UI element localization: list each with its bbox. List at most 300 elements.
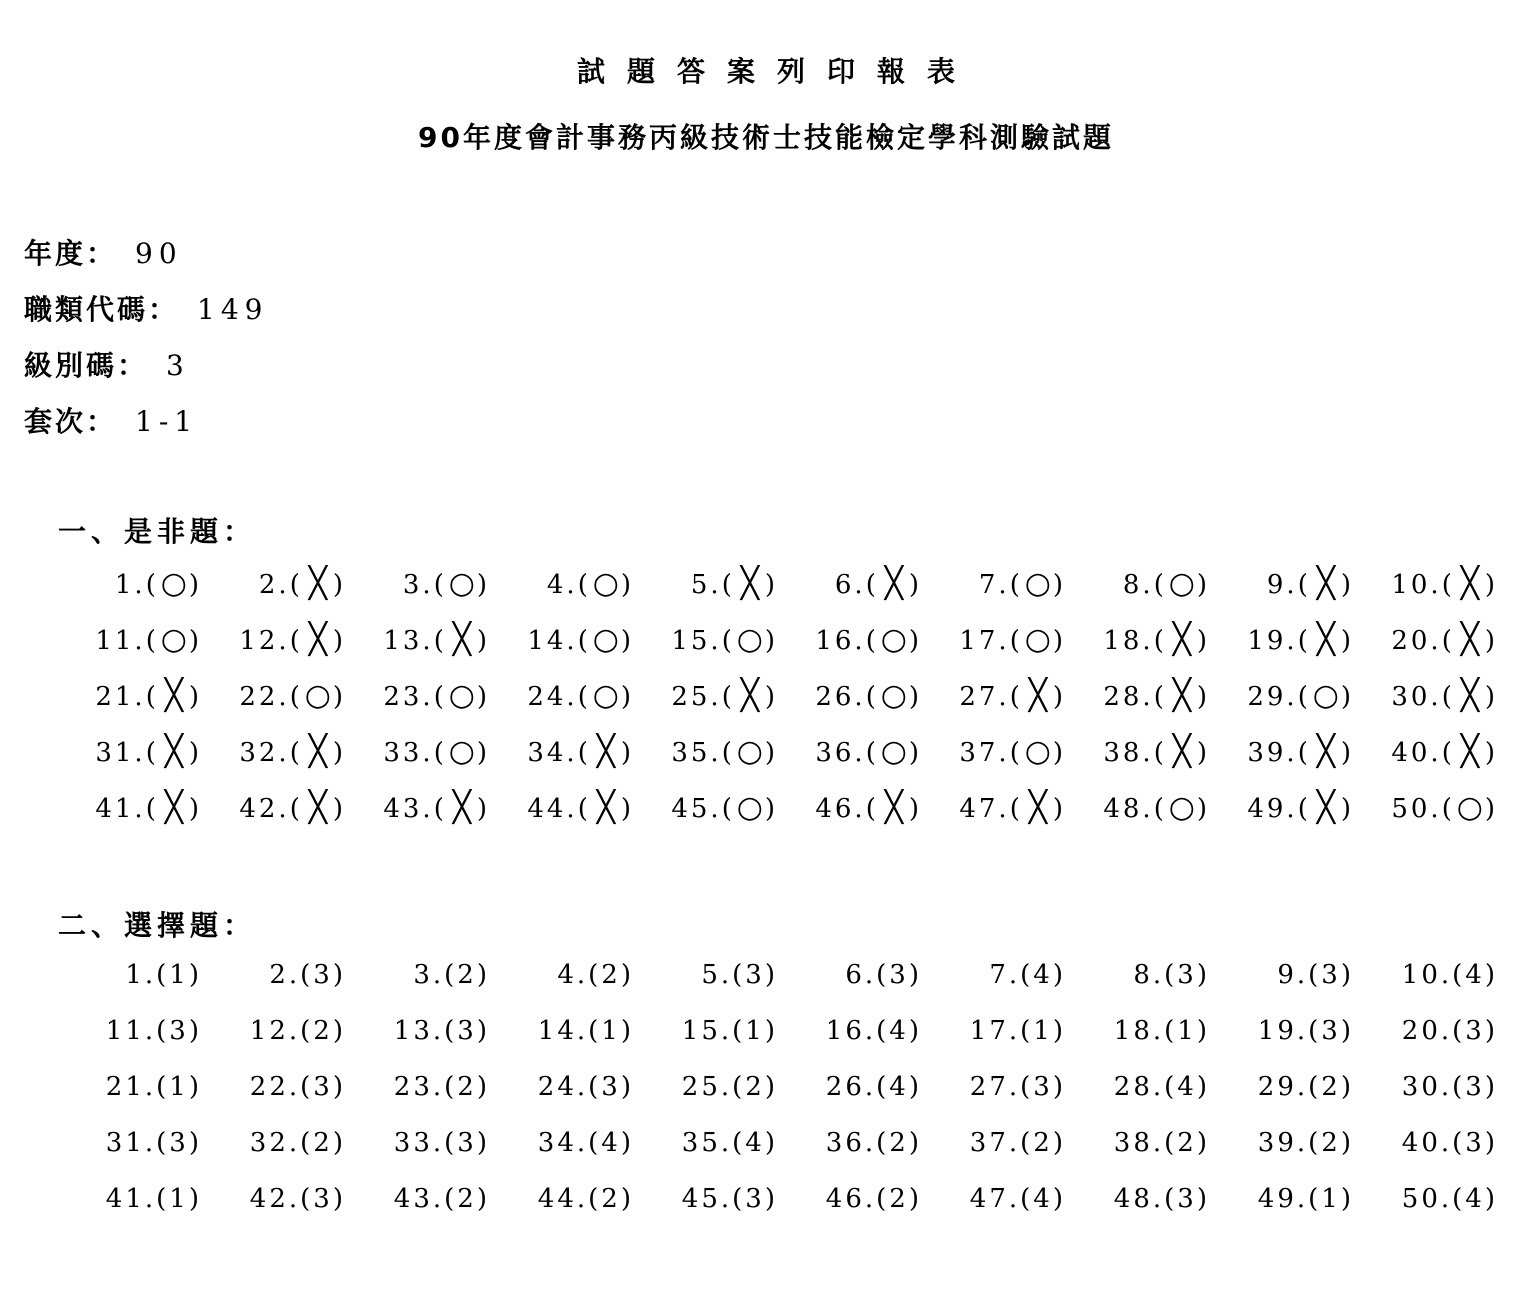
closing-paren: ): [908, 1128, 922, 1158]
answer-item: [1358, 960, 1498, 990]
question-number: 25.(: [681, 1072, 746, 1102]
question-number: 23.(: [393, 1072, 458, 1102]
false-mark: ╳: [1172, 734, 1191, 769]
choice-answer: 2: [313, 1128, 333, 1158]
answer-item: [638, 622, 778, 657]
true-mark: ○: [160, 622, 187, 657]
answer-item: [1358, 1128, 1498, 1158]
choice-answer: 3: [601, 1072, 621, 1102]
closing-paren: ): [476, 794, 490, 824]
answer-item: [494, 1016, 634, 1046]
answer-row: [62, 1016, 1502, 1056]
false-mark: ╳: [164, 734, 183, 769]
answer-item: [62, 678, 202, 713]
answer-item: [62, 1128, 202, 1158]
true-mark: ○: [592, 566, 619, 601]
choice-answer: 2: [601, 1184, 621, 1214]
answer-item: [1070, 622, 1210, 657]
closing-paren: ): [1340, 1184, 1354, 1214]
true-mark: ○: [448, 734, 475, 769]
choice-answer: 3: [889, 960, 909, 990]
false-mark: ╳: [1316, 622, 1335, 657]
false-mark: ╳: [1172, 622, 1191, 657]
question-number: 10.(: [1391, 570, 1455, 600]
choice-answer: 4: [601, 1128, 621, 1158]
question-number: 47.(: [969, 1184, 1034, 1214]
closing-paren: ): [1196, 1016, 1210, 1046]
closing-paren: ): [908, 1184, 922, 1214]
question-number: 47.(: [959, 794, 1023, 824]
question-number: 28.(: [1103, 682, 1167, 712]
answer-item: [638, 1184, 778, 1214]
answer-item: [206, 678, 346, 713]
answer-item: [350, 1016, 490, 1046]
question-number: 1.(: [125, 960, 170, 990]
closing-paren: ): [332, 1128, 346, 1158]
question-number: 5.(: [690, 570, 735, 600]
closing-paren: ): [1196, 1128, 1210, 1158]
answer-item: [206, 734, 346, 769]
question-number: 50.(: [1391, 794, 1455, 824]
choice-answer: 3: [1465, 1128, 1485, 1158]
answer-item: [782, 678, 922, 713]
question-number: 18.(: [1103, 626, 1167, 656]
answer-item: [62, 1072, 202, 1102]
question-number: 39.(: [1257, 1128, 1322, 1158]
question-number: 14.(: [537, 1016, 602, 1046]
closing-paren: ): [1484, 738, 1498, 768]
answer-row: [62, 622, 1502, 662]
answer-item: [1214, 678, 1354, 713]
choice-answer: 2: [457, 1072, 477, 1102]
question-number: 49.(: [1247, 794, 1311, 824]
closing-paren: ): [1196, 626, 1210, 656]
answer-row: [62, 678, 1502, 718]
question-number: 43.(: [393, 1184, 458, 1214]
choice-answer: 1: [169, 1072, 189, 1102]
closing-paren: ): [620, 794, 634, 824]
closing-paren: ): [1484, 1072, 1498, 1102]
answer-item: [782, 1128, 922, 1158]
answer-item: [638, 734, 778, 769]
true-mark: ○: [448, 678, 475, 713]
true-mark: ○: [1168, 790, 1195, 825]
true-mark: ○: [880, 622, 907, 657]
answer-item: [782, 1072, 922, 1102]
closing-paren: ): [1484, 1016, 1498, 1046]
closing-paren: ): [188, 1016, 202, 1046]
closing-paren: ): [764, 738, 778, 768]
question-number: 7.(: [989, 960, 1034, 990]
closing-paren: ): [1484, 960, 1498, 990]
choice-answer: 3: [745, 1184, 765, 1214]
choice-answer: 4: [1465, 1184, 1485, 1214]
true-mark: ○: [736, 734, 763, 769]
closing-paren: ): [764, 1184, 778, 1214]
closing-paren: ): [1052, 738, 1066, 768]
question-number: 1.(: [114, 570, 159, 600]
closing-paren: ): [1196, 570, 1210, 600]
answer-item: [1070, 1184, 1210, 1214]
answer-item: [350, 678, 490, 713]
choice-answer: 1: [1033, 1016, 1053, 1046]
closing-paren: ): [188, 682, 202, 712]
closing-paren: ): [188, 1072, 202, 1102]
choice-answer: 2: [889, 1128, 909, 1158]
choice-answer: 2: [1033, 1128, 1053, 1158]
choice-answer: 3: [1465, 1072, 1485, 1102]
false-mark: ╳: [308, 622, 327, 657]
question-number: 6.(: [834, 570, 879, 600]
question-number: 20.(: [1391, 626, 1455, 656]
answer-row: [62, 734, 1502, 774]
answer-item: [1358, 1016, 1498, 1046]
closing-paren: ): [332, 1072, 346, 1102]
question-number: 22.(: [249, 1072, 314, 1102]
closing-paren: ): [1052, 1184, 1066, 1214]
meta-set: [24, 400, 198, 440]
question-number: 49.(: [1257, 1184, 1322, 1214]
question-number: 9.(: [1277, 960, 1322, 990]
question-number: 24.(: [527, 682, 591, 712]
answer-item: [206, 1072, 346, 1102]
question-number: 42.(: [249, 1184, 314, 1214]
answer-item: [926, 1016, 1066, 1046]
answer-item: [782, 960, 922, 990]
closing-paren: ): [1484, 626, 1498, 656]
choice-answer: 3: [1177, 960, 1197, 990]
choice-answer: 2: [745, 1072, 765, 1102]
answer-item: [350, 960, 490, 990]
answer-item: [206, 960, 346, 990]
closing-paren: ): [764, 1128, 778, 1158]
answer-item: [926, 622, 1066, 657]
question-number: 25.(: [671, 682, 735, 712]
answer-item: [926, 678, 1066, 713]
answer-item: [494, 1184, 634, 1214]
question-number: 24.(: [537, 1072, 602, 1102]
closing-paren: ): [620, 738, 634, 768]
question-number: 39.(: [1247, 738, 1311, 768]
closing-paren: ): [188, 626, 202, 656]
question-number: 10.(: [1401, 960, 1466, 990]
false-mark: ╳: [308, 790, 327, 825]
true-false-heading: 一、是非題：: [58, 515, 257, 548]
question-number: 38.(: [1113, 1128, 1178, 1158]
answer-item: [1070, 1072, 1210, 1102]
closing-paren: ): [476, 738, 490, 768]
question-number: 12.(: [249, 1016, 314, 1046]
closing-paren: ): [332, 682, 346, 712]
answer-item: [782, 790, 922, 825]
question-number: 3.(: [413, 960, 458, 990]
answer-item: [62, 1184, 202, 1214]
question-number: 48.(: [1113, 1184, 1178, 1214]
false-mark: ╳: [884, 566, 903, 601]
question-number: 2.(: [258, 570, 303, 600]
closing-paren: ): [1484, 682, 1498, 712]
true-mark: ○: [1024, 622, 1051, 657]
choice-answer: 3: [169, 1016, 189, 1046]
meta-year: [24, 232, 183, 272]
question-number: 48.(: [1103, 794, 1167, 824]
false-mark: ╳: [452, 790, 471, 825]
choice-answer: 3: [169, 1128, 189, 1158]
closing-paren: ): [1340, 570, 1354, 600]
question-number: 11.(: [95, 626, 159, 656]
question-number: 27.(: [969, 1072, 1034, 1102]
answer-item: [926, 566, 1066, 601]
answer-item: [1214, 960, 1354, 990]
question-number: 4.(: [546, 570, 591, 600]
answer-item: [1214, 734, 1354, 769]
choice-answer: 2: [889, 1184, 909, 1214]
answer-item: [350, 790, 490, 825]
question-number: 15.(: [671, 626, 735, 656]
closing-paren: ): [1340, 960, 1354, 990]
choice-answer: 1: [169, 1184, 189, 1214]
answer-row: [62, 1184, 1502, 1224]
closing-paren: ): [1196, 1184, 1210, 1214]
false-mark: ╳: [596, 734, 615, 769]
choice-answer: 2: [1321, 1072, 1341, 1102]
answer-item: [1070, 960, 1210, 990]
question-number: 46.(: [815, 794, 879, 824]
question-number: 44.(: [537, 1184, 602, 1214]
false-mark: ╳: [1316, 566, 1335, 601]
question-number: 44.(: [527, 794, 591, 824]
question-number: 38.(: [1103, 738, 1167, 768]
true-mark: ○: [880, 734, 907, 769]
choice-answer: 3: [1033, 1072, 1053, 1102]
closing-paren: ): [1484, 1128, 1498, 1158]
meta-level-code: [24, 344, 190, 384]
answer-item: [638, 1072, 778, 1102]
meta-year-label: 年度：: [24, 237, 118, 270]
false-mark: ╳: [308, 566, 327, 601]
true-mark: ○: [736, 622, 763, 657]
false-mark: ╳: [1460, 734, 1479, 769]
closing-paren: ): [764, 626, 778, 656]
question-number: 6.(: [845, 960, 890, 990]
choice-answer: 1: [1321, 1184, 1341, 1214]
closing-paren: ): [476, 1016, 490, 1046]
answer-item: [1214, 790, 1354, 825]
answer-item: [926, 1128, 1066, 1158]
answer-item: [62, 566, 202, 601]
answer-item: [62, 960, 202, 990]
closing-paren: ): [1340, 1072, 1354, 1102]
answer-item: [1070, 790, 1210, 825]
choice-answer: 2: [1321, 1128, 1341, 1158]
closing-paren: ): [764, 682, 778, 712]
closing-paren: ): [1196, 682, 1210, 712]
answer-item: [494, 1072, 634, 1102]
answer-item: [926, 790, 1066, 825]
closing-paren: ): [764, 570, 778, 600]
answer-item: [350, 734, 490, 769]
question-number: 3.(: [402, 570, 447, 600]
false-mark: ╳: [164, 678, 183, 713]
answer-item: [1358, 734, 1498, 769]
choice-answer: 3: [457, 1128, 477, 1158]
answer-row: [62, 1072, 1502, 1112]
question-number: 4.(: [557, 960, 602, 990]
question-number: 43.(: [383, 794, 447, 824]
closing-paren: ): [476, 1072, 490, 1102]
answer-item: [782, 1184, 922, 1214]
closing-paren: ): [1052, 1128, 1066, 1158]
answer-item: [1070, 566, 1210, 601]
question-number: 30.(: [1401, 1072, 1466, 1102]
question-number: 8.(: [1122, 570, 1167, 600]
answer-item: [494, 1128, 634, 1158]
question-number: 29.(: [1257, 1072, 1322, 1102]
choice-answer: 3: [1321, 960, 1341, 990]
answer-row: [62, 960, 1502, 1000]
question-number: 23.(: [383, 682, 447, 712]
question-number: 18.(: [1113, 1016, 1178, 1046]
question-number: 33.(: [393, 1128, 458, 1158]
answer-item: [206, 566, 346, 601]
choice-answer: 3: [313, 1072, 333, 1102]
choice-answer: 2: [601, 960, 621, 990]
closing-paren: ): [332, 1184, 346, 1214]
closing-paren: ): [188, 1128, 202, 1158]
choice-answer: 1: [601, 1016, 621, 1046]
closing-paren: ): [620, 960, 634, 990]
closing-paren: ): [764, 1072, 778, 1102]
true-mark: ○: [1312, 678, 1339, 713]
question-number: 16.(: [825, 1016, 890, 1046]
false-mark: ╳: [1460, 566, 1479, 601]
closing-paren: ): [1052, 682, 1066, 712]
choice-answer: 4: [1177, 1072, 1197, 1102]
meta-job-code-label: 職類代碼：: [24, 293, 180, 326]
choice-answer: 4: [889, 1016, 909, 1046]
question-number: 29.(: [1247, 682, 1311, 712]
answer-item: [62, 1016, 202, 1046]
answer-item: [1214, 566, 1354, 601]
false-mark: ╳: [740, 678, 759, 713]
question-number: 22.(: [239, 682, 303, 712]
false-mark: ╳: [596, 790, 615, 825]
answer-item: [350, 1072, 490, 1102]
closing-paren: ): [332, 570, 346, 600]
closing-paren: ): [476, 960, 490, 990]
true-mark: ○: [160, 566, 187, 601]
true-mark: ○: [1456, 790, 1483, 825]
closing-paren: ): [1340, 794, 1354, 824]
closing-paren: ): [188, 794, 202, 824]
question-number: 21.(: [95, 682, 159, 712]
question-number: 12.(: [239, 626, 303, 656]
choice-answer: 2: [1177, 1128, 1197, 1158]
closing-paren: ): [1196, 794, 1210, 824]
closing-paren: ): [332, 626, 346, 656]
closing-paren: ): [620, 1128, 634, 1158]
false-mark: ╳: [164, 790, 183, 825]
closing-paren: ): [764, 1016, 778, 1046]
answer-item: [638, 678, 778, 713]
answer-item: [926, 960, 1066, 990]
question-number: 33.(: [383, 738, 447, 768]
closing-paren: ): [764, 794, 778, 824]
answer-item: [206, 1016, 346, 1046]
choice-answer: 3: [313, 960, 333, 990]
question-number: 17.(: [969, 1016, 1034, 1046]
question-number: 42.(: [239, 794, 303, 824]
answer-item: [1358, 790, 1498, 825]
answer-item: [494, 790, 634, 825]
question-number: 32.(: [249, 1128, 314, 1158]
question-number: 11.(: [105, 1016, 170, 1046]
answer-item: [494, 622, 634, 657]
false-mark: ╳: [1316, 734, 1335, 769]
answer-item: [350, 622, 490, 657]
answer-item: [782, 566, 922, 601]
choice-answer: 4: [745, 1128, 765, 1158]
closing-paren: ): [1340, 1128, 1354, 1158]
answer-item: [62, 622, 202, 657]
true-mark: ○: [1168, 566, 1195, 601]
question-number: 46.(: [825, 1184, 890, 1214]
question-number: 41.(: [105, 1184, 170, 1214]
answer-item: [638, 960, 778, 990]
answer-item: [494, 678, 634, 713]
exam-subtitle: 90年度會計事務丙級技術士技能檢定學科測驗試題: [418, 121, 1114, 154]
question-number: 26.(: [815, 682, 879, 712]
closing-paren: ): [1052, 1016, 1066, 1046]
closing-paren: ): [1340, 626, 1354, 656]
closing-paren: ): [1052, 626, 1066, 656]
closing-paren: ): [620, 1072, 634, 1102]
answer-item: [206, 790, 346, 825]
question-number: 34.(: [527, 738, 591, 768]
question-number: 45.(: [671, 794, 735, 824]
closing-paren: ): [332, 794, 346, 824]
answer-item: [1070, 1128, 1210, 1158]
answer-item: [1358, 678, 1498, 713]
choice-answer: 1: [745, 1016, 765, 1046]
closing-paren: ): [1340, 738, 1354, 768]
closing-paren: ): [1484, 1184, 1498, 1214]
answer-item: [638, 1128, 778, 1158]
choice-answer: 3: [1177, 1184, 1197, 1214]
question-number: 5.(: [701, 960, 746, 990]
choice-answer: 4: [1465, 960, 1485, 990]
answer-item: [926, 734, 1066, 769]
answer-item: [1214, 1184, 1354, 1214]
question-number: 40.(: [1401, 1128, 1466, 1158]
closing-paren: ): [188, 570, 202, 600]
choice-answer: 3: [457, 1016, 477, 1046]
question-number: 19.(: [1247, 626, 1311, 656]
closing-paren: ): [1340, 682, 1354, 712]
answer-item: [782, 1016, 922, 1046]
closing-paren: ): [764, 960, 778, 990]
closing-paren: ): [908, 570, 922, 600]
closing-paren: ): [332, 960, 346, 990]
choice-answer: 4: [1033, 960, 1053, 990]
question-number: 31.(: [105, 1128, 170, 1158]
closing-paren: ): [1196, 960, 1210, 990]
question-number: 14.(: [527, 626, 591, 656]
answer-item: [350, 1128, 490, 1158]
answer-item: [494, 566, 634, 601]
question-number: 35.(: [681, 1128, 746, 1158]
meta-job-code-value: 149: [197, 293, 269, 326]
